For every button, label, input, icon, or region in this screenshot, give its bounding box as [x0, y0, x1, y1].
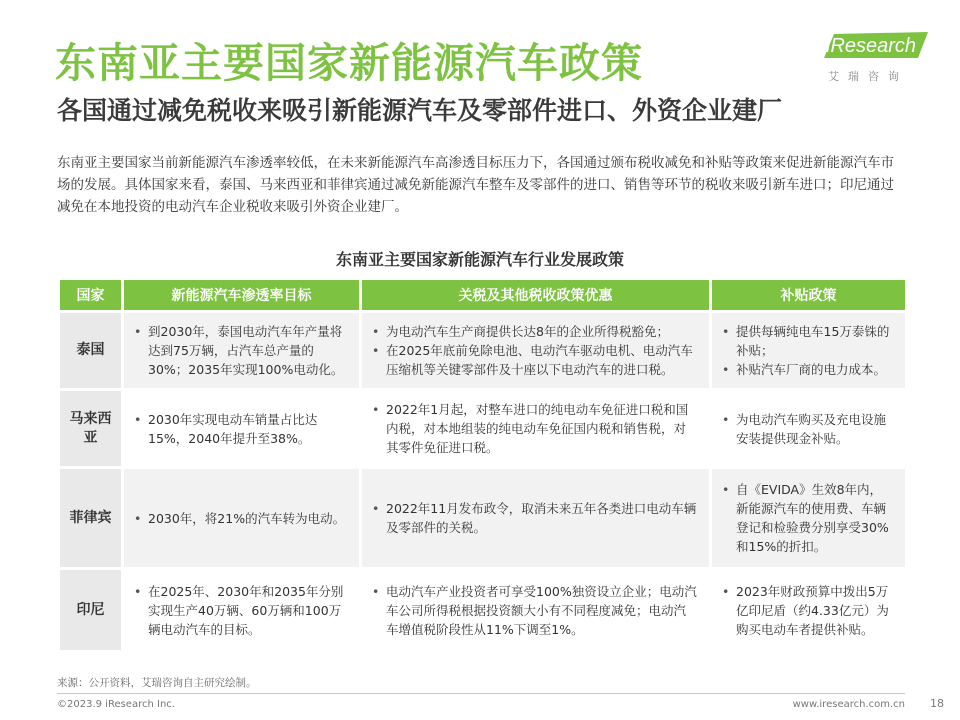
- subsidy-cell: [712, 469, 905, 567]
- bullet-item: • 在2025年、2030年和2035年分别实现生产40万辆、60万辆和100万辆电动汽车的目标。: [134, 582, 347, 639]
- bullet-item: • 提供每辆纯电车15万泰铢的补贴；: [722, 322, 893, 360]
- tax-cell: [362, 469, 709, 567]
- bullet-item: • 补贴汽车厂商的电力成本。: [722, 360, 893, 379]
- logo-subtext: 艾瑞咨询: [828, 70, 908, 83]
- target-cell: [124, 313, 359, 388]
- subsidy-cell: [712, 570, 905, 650]
- bullet-item: • 在2025年底前免除电池、电动汽车驱动电机、电动汽车压缩机等关键零部件及十座以下电动汽车的进口税。: [372, 341, 697, 379]
- bullet-item: • 电动汽车产业投资者可享受100%独资设立企业；电动汽车公司所得税根据投资额大小有不同程度减免；电动汽车增值税阶段性从11%下调至1%。: [372, 582, 697, 639]
- bullet-item: • 到2030年，泰国电动汽车年产量将达到75万辆，占汽车总产量的30%；2035年实现100%电动化。: [134, 322, 347, 379]
- target-cell: [124, 469, 359, 567]
- subsidy-cell: [712, 313, 905, 388]
- tax-cell: [362, 570, 709, 650]
- country-cell: 印尼: [60, 570, 121, 650]
- table-row-indonesia: [60, 570, 905, 650]
- country-cell: 马来西亚: [60, 391, 121, 466]
- header-tax: 关税及其他税收政策优惠: [362, 280, 709, 310]
- tax-cell: [362, 391, 709, 466]
- bullet-item: • 2030年实现电动车销量占比达15%，2040年提升至38%。: [134, 410, 347, 448]
- table-row-philippines: [60, 469, 905, 567]
- page-number: 18: [930, 697, 944, 710]
- country-cell: 菲律宾: [60, 469, 121, 567]
- table-header-row: [60, 280, 905, 310]
- target-cell: [124, 391, 359, 466]
- bullet-item: • 为电动汽车购买及充电设施安装提供现金补贴。: [722, 410, 893, 448]
- table-row-thailand: [60, 313, 905, 388]
- website-link[interactable]: www.iresearch.com.cn: [792, 699, 905, 710]
- table-title: 东南亚主要国家新能源汽车行业发展政策: [335, 250, 624, 269]
- bullet-item: • 2022年1月起，对整车进口的纯电动车免征进口税和国内税，对本地组装的纯电动车免征国内税和销售税，对其零件免征进口税。: [372, 400, 697, 457]
- logo-wordmark: iResearch: [826, 35, 917, 57]
- iresearch-logo: [818, 30, 934, 86]
- footer-divider: [57, 693, 905, 694]
- target-cell: [124, 570, 359, 650]
- copyright-text: ©2023.9 iResearch Inc.: [57, 699, 175, 710]
- bullet-item: • 2023年财政预算中拨出5万亿印尼盾（约4.33亿元）为购买电动车者提供补贴。: [722, 582, 893, 639]
- page-title: 东南亚主要国家新能源汽车政策: [55, 39, 643, 87]
- bullet-item: • 自《EVIDA》生效8年内，新能源汽车的使用费、车辆登记和检验费分别享受30%和15%的折扣。: [722, 480, 893, 556]
- header-country: 国家: [60, 280, 121, 310]
- subsidy-cell: [712, 391, 905, 466]
- bullet-item: • 为电动汽车生产商提供长达8年的企业所得税豁免；: [372, 322, 697, 341]
- page-subtitle: 各国通过减免税收来吸引新能源汽车及零部件进口、外资企业建厂: [57, 96, 783, 125]
- bullet-item: • 2022年11月发布政令，取消未来五年各类进口电动车辆及零部件的关税。: [372, 499, 697, 537]
- policy-table: [57, 277, 908, 653]
- intro-paragraph: 东南亚主要国家当前新能源汽车渗透率较低，在未来新能源汽车高渗透目标压力下，各国通过颁布税收减免和补贴等政策来促进新能源汽车市场的发展。具体国家来看，泰国、马来西亚和菲律宾通过减免新能源汽车整车及零部件的进口、销售等环节的税收来吸引新车进口；印尼通过减免在本地投资的电动汽车企业税收来吸引外资企业建厂。: [57, 155, 894, 215]
- tax-cell: [362, 313, 709, 388]
- source-note: 来源：公开资料，艾瑞咨询自主研究绘制。: [57, 677, 257, 689]
- table-row-malaysia: [60, 391, 905, 466]
- header-subsidy: 补贴政策: [712, 280, 905, 310]
- country-cell: 泰国: [60, 313, 121, 388]
- header-target: 新能源汽车渗透率目标: [124, 280, 359, 310]
- bullet-item: • 2030年，将21%的汽车转为电动。: [134, 509, 347, 528]
